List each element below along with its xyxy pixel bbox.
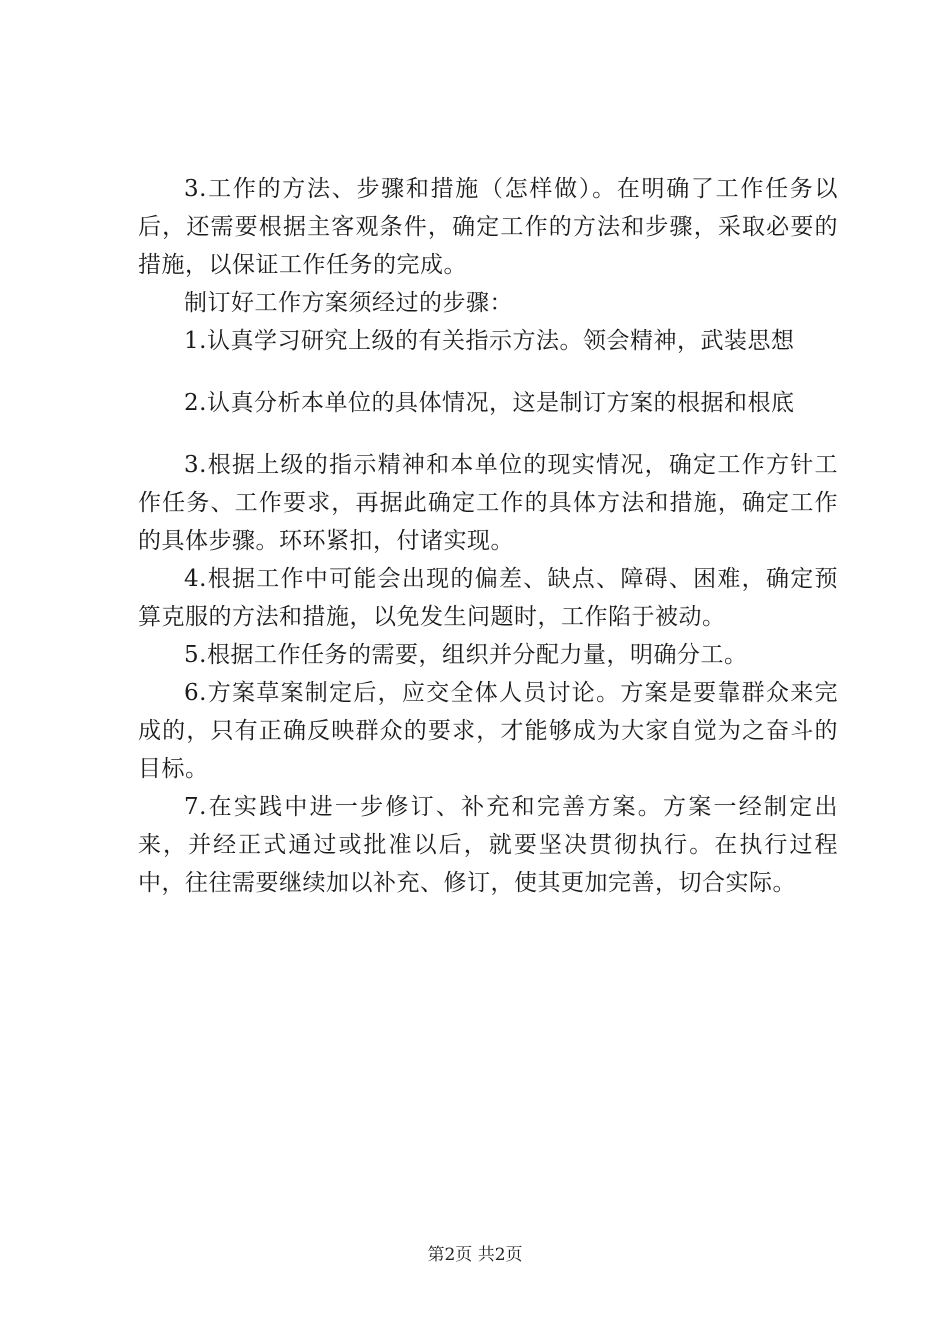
paragraph-step-5: 5.根据工作任务的需要，组织并分配力量，明确分工。 [184, 642, 748, 668]
paragraph-step-3: 3.根据上级的指示精神和本单位的现实情况，确定工作方针工作任务、工作要求，再据此确定工作的具体方法和措施，确定工作的具体步骤。环环紧扣，付诸实现。 [138, 452, 838, 554]
paragraph-step-7: 7.在实践中进一步修订、补充和完善方案。方案一经制定出来，并经正式通过或批准以后，就要坚决贯彻执行。在执行过程中，往往需要继续加以补充、修订，使其更加完善，切合实际。 [138, 794, 838, 896]
page-footer: 第2页 共2页 [427, 1245, 523, 1265]
paragraph-step-4: 4.根据工作中可能会出现的偏差、缺点、障碍、困难，确定预算克服的方法和措施，以免发生问题时，工作陷于被动。 [138, 566, 838, 630]
paragraph-steps-intro: 制订好工作方案须经过的步骤： [184, 290, 513, 316]
paragraph-step-6: 6.方案草案制定后，应交全体人员讨论。方案是要靠群众来完成的，只有正确反映群众的要求，才能够成为大家自觉为之奋斗的目标。 [138, 680, 838, 782]
paragraph-step-1: 1.认真学习研究上级的有关指示方法。领会精神，武装思想 [184, 328, 795, 354]
paragraph-method-steps: 3.工作的方法、步骤和措施（怎样做）。在明确了工作任务以后，还需要根据主客观条件，确定工作的方法和步骤，采取必要的措施，以保证工作任务的完成。 [138, 176, 838, 278]
paragraph-step-2: 2.认真分析本单位的具体情况，这是制订方案的根据和根底 [184, 390, 795, 416]
document-body [138, 170, 838, 902]
